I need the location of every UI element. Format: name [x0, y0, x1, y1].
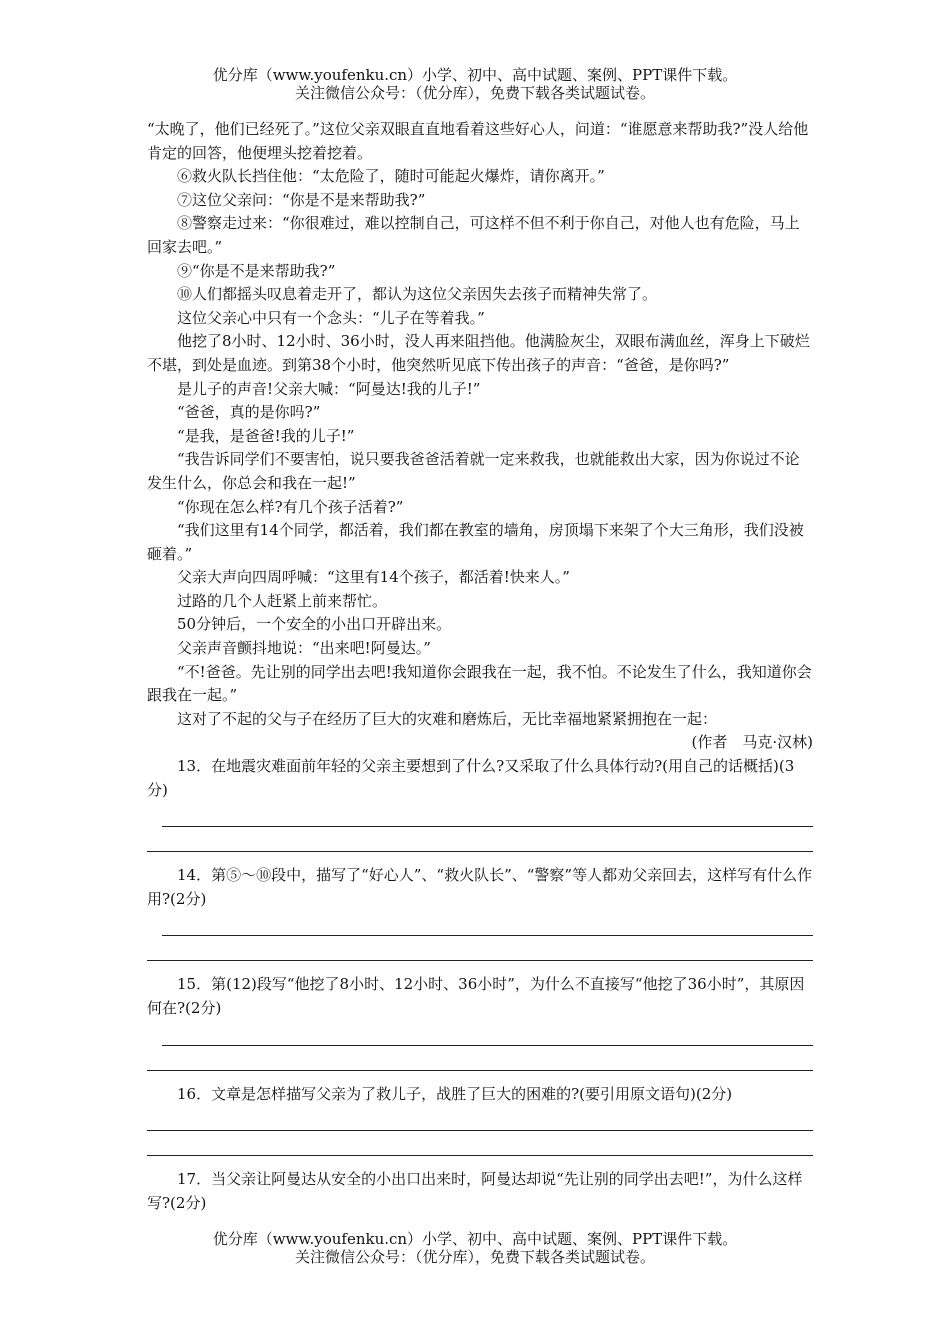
paragraph: “是我，是爸爸!我的儿子!”: [177, 426, 355, 445]
paragraph: 这对了不起的父与子在经历了巨大的灾难和磨炼后，无比幸福地紧紧拥抱在一起：: [177, 709, 718, 728]
answer-line[interactable]: [162, 802, 813, 827]
header-line-1: 优分库（www.youfenku.cn）小学、初中、高中试题、案例、PPT课件下载。: [212, 66, 738, 84]
paragraph: ⑦这位父亲问：“你是不是来帮助我?”: [177, 190, 426, 209]
answer-line[interactable]: [147, 936, 813, 961]
question-15: 15．第(12)段写“他挖了8小时、12小时、36小时”，为什么不直接写“他挖了36小时”，其原因何在?(2分): [147, 975, 805, 1017]
question-16: 16．文章是怎样描写父亲为了救儿子，战胜了巨大的困难的?(要引用原文语句)(2分): [177, 1084, 733, 1103]
paragraph: ⑩人们都摇头叹息着走开了，都认为这位父亲因失去孩子而精神失常了。: [177, 285, 658, 304]
answer-line[interactable]: [162, 1021, 813, 1046]
paragraph: “你现在怎么样?有几个孩子活着?”: [177, 497, 404, 516]
paragraph: 父亲大声向四周呼喊：“这里有14个孩子，都活着!快来人。”: [177, 568, 570, 587]
paragraph: “不!爸爸。先让别的同学出去吧!我知道你会跟我在一起，我不怕。不论发生了什么，我知道你会跟我在一起。”: [147, 662, 812, 705]
paragraph: “太晚了，他们已经死了。”这位父亲双眼直直地看着这些好心人，问道：“谁愿意来帮助我?”没人给他肯定的回答，他便埋头挖着挖着。: [147, 120, 809, 162]
question-13: 13．在地震灾难面前年轻的父亲主要想到了什么?又采取了什么具体行动?(用自己的话概括)(3分): [147, 757, 795, 799]
question-14: 14．第⑤～⑩段中，描写了“好心人”、“救火队长”、“警察”等人都劝父亲回去，这样写有什么作用?(2分): [147, 866, 813, 908]
paragraph: ⑥救火队长挡住他：“太危险了，随时可能起火爆炸，请你离开。”: [177, 167, 605, 186]
answer-line[interactable]: [147, 827, 813, 852]
page-header: [0, 66, 950, 102]
page-footer: [0, 1230, 950, 1266]
paragraph: 父亲声音颤抖地说：“出来吧!阿曼达。”: [177, 639, 431, 658]
question-17: 17．当父亲让阿曼达从安全的小出口出来时，阿曼达却说“先让别的同学出去吧!”，为什么这样写?(2分): [147, 1170, 803, 1212]
spacer: [147, 1156, 813, 1168]
paragraph: ⑧警察走过来：“你很难过，难以控制自己，可这样不但不利于你自己，对他人也有危险，马上回家去吧。”: [147, 214, 800, 256]
answer-line[interactable]: [162, 911, 813, 936]
header-line-2: 关注微信公众号：（优分库），免费下载各类试题试卷。: [294, 84, 655, 102]
paragraph: 是儿子的声音!父亲大喊：“阿曼达!我的儿子!”: [177, 379, 481, 398]
footer-line-2: 关注微信公众号：（优分库），免费下载各类试题试卷。: [294, 1248, 655, 1266]
answer-line[interactable]: [147, 1046, 813, 1071]
answer-line[interactable]: [147, 1106, 813, 1131]
answer-line[interactable]: [147, 1131, 813, 1156]
paragraph: “我告诉同学们不要害怕，说只要我爸爸活着就一定来救我，也就能救出大家，因为你说过不论发生什么，你总会和我在一起!”: [147, 450, 800, 492]
paragraph: 这位父亲心中只有一个念头：“儿子在等着我。”: [177, 308, 485, 327]
paragraph: “爸爸，真的是你吗?”: [177, 403, 321, 422]
document-body: [147, 118, 813, 1215]
spacer: [147, 852, 813, 864]
paragraph: 50分钟后，一个安全的小出口开辟出来。: [177, 615, 452, 634]
author-line: (作者 马克·汉林): [691, 733, 813, 752]
paragraph: “我们这里有14个同学，都活着，我们都在教室的墙角，房顶塌下来架了个大三角形，我们没被砸着。”: [147, 521, 804, 563]
footer-line-1: 优分库（www.youfenku.cn）小学、初中、高中试题、案例、PPT课件下载。: [212, 1230, 738, 1248]
spacer: [147, 1071, 813, 1083]
paragraph: ⑨“你是不是来帮助我?”: [177, 261, 336, 280]
spacer: [147, 961, 813, 973]
paragraph: 过路的几个人赶紧上前来帮忙。: [177, 591, 388, 610]
paragraph: 他挖了8小时、12小时、36小时，没人再来阻挡他。他满脸灰尘，双眼布满血丝，浑身上下破烂不堪，到处是血迹。到第38个小时，他突然听见底下传出孩子的声音：“爸爸，是你吗?”: [147, 332, 810, 374]
